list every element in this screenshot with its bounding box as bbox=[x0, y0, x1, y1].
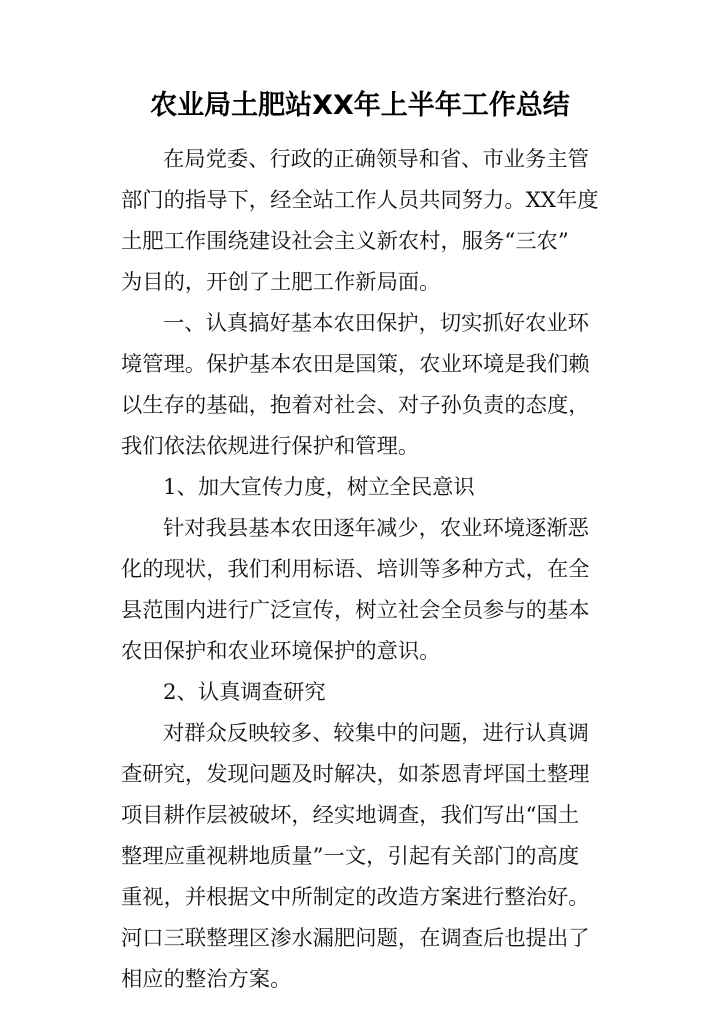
document-title: 农业局土肥站XX年上半年工作总结 bbox=[150, 90, 570, 121]
text-line: 河口三联整理区渗水漏肥问题，在调查后也提出了 bbox=[121, 926, 590, 951]
text-line: 我们依法依规进行保护和管理。 bbox=[121, 434, 420, 459]
text-line: 2、认真调查研究 bbox=[163, 680, 326, 705]
text-line: 整理应重视耕地质量”一文，引起有关部门的高度 bbox=[121, 844, 580, 869]
text-line: 农田保护和农业环境保护的意识。 bbox=[121, 639, 441, 664]
text-line: 境管理。保护基本农田是国策，农业环境是我们赖 bbox=[121, 352, 590, 377]
text-line: 重视，并根据文中所制定的改造方案进行整治好。 bbox=[121, 885, 590, 910]
text-line: 一、认真搞好基本农田保护，切实抓好农业环 bbox=[163, 311, 589, 336]
text-line: 化的现状，我们利用标语、培训等多种方式，在全 bbox=[121, 557, 590, 582]
text-line: 对群众反映较多、较集中的问题，进行认真调 bbox=[163, 721, 589, 746]
text-line: 相应的整治方案。 bbox=[121, 967, 292, 992]
text-line: 针对我县基本农田逐年减少，农业环境逐渐恶 bbox=[163, 516, 589, 541]
subheading-research bbox=[121, 672, 611, 713]
text-line: 项目耕作层被破坏，经实地调查，我们写出“国土 bbox=[121, 803, 580, 828]
paragraph-publicity bbox=[121, 508, 611, 672]
text-line: 部门的指导下，经全站工作人员共同努力。XX年度 bbox=[121, 188, 599, 213]
text-line: 土肥工作围绕建设社会主义新农村，服务“三农” bbox=[121, 229, 569, 254]
text-line: 以生存的基础，抱着对社会、对子孙负责的态度， bbox=[121, 393, 590, 418]
paragraph-research bbox=[121, 713, 611, 1000]
text-line: 县范围内进行广泛宣传，树立社会全员参与的基本 bbox=[121, 598, 590, 623]
text-line: 为目的，开创了土肥工作新局面。 bbox=[121, 270, 441, 295]
subheading-publicity bbox=[121, 467, 611, 508]
document-body bbox=[121, 139, 611, 1000]
text-line: 1、加大宣传力度，树立全民意识 bbox=[163, 475, 475, 500]
text-line: 查研究，发现问题及时解决，如茶恩青坪国土整理 bbox=[121, 762, 590, 787]
paragraph-intro bbox=[121, 139, 611, 303]
paragraph-section-one bbox=[121, 303, 611, 467]
text-line: 在局党委、行政的正确领导和省、市业务主管 bbox=[163, 147, 589, 172]
